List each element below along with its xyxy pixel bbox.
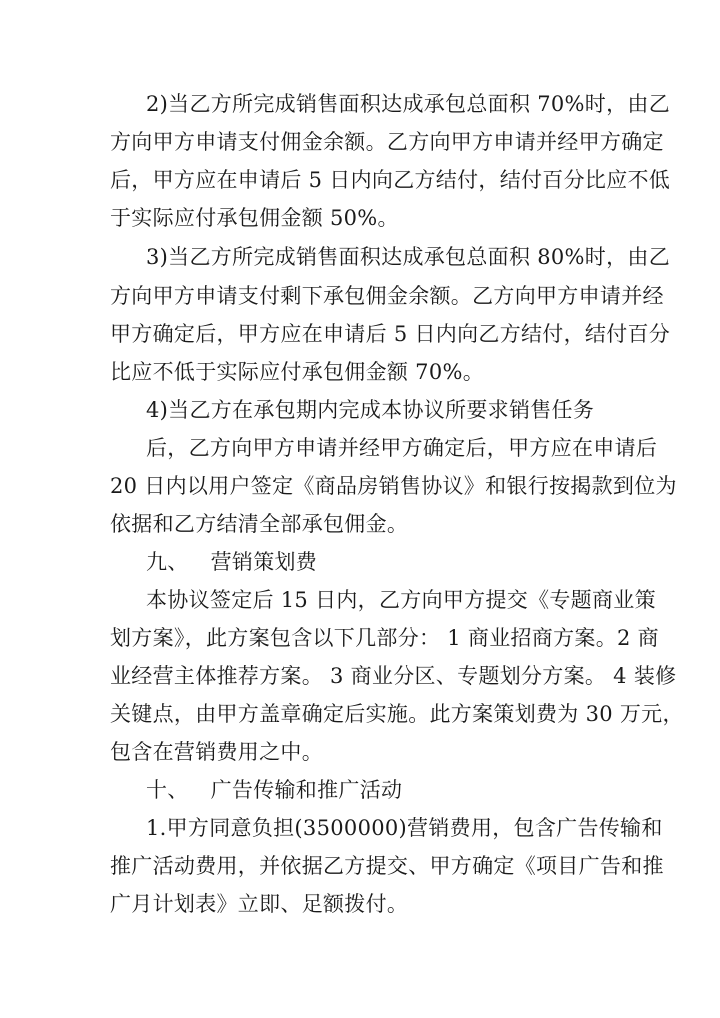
paragraph-line: 方向甲方申请支付剩下承包佣金余额。乙方向甲方申请并经 <box>110 284 664 308</box>
paragraph-line: 方向甲方申请支付佣金余额。乙方向甲方申请并经甲方确定 <box>110 130 664 154</box>
paragraph-line: 广月计划表》立即、足额拨付。 <box>110 892 409 916</box>
section-number: 十、 <box>146 778 189 802</box>
paragraph-line: 本协议签定后 15 日内，乙方向甲方提交《专题商业策 <box>146 588 656 612</box>
paragraph-line: 3)当乙方所完成销售面积达成承包总面积 80%时，由乙 <box>146 245 671 269</box>
paragraph-line: 后，甲方应在申请后 5 日内向乙方结付，结付百分比应不低 <box>110 168 671 192</box>
paragraph-line: 业经营主体推荐方案。 3 商业分区、专题划分方案。 4 装修 <box>110 664 677 688</box>
section-title: 广告传输和推广活动 <box>210 778 403 802</box>
paragraph-line: 依据和乙方结清全部承包佣金。 <box>110 512 409 536</box>
paragraph-line: 20 日内以用户签定《商品房销售协议》和银行按揭款到位为 <box>110 474 677 498</box>
paragraph-line: 2)当乙方所完成销售面积达成承包总面积 70%时，由乙 <box>146 92 671 116</box>
paragraph-line: 比应不低于实际应付承包佣金额 70%。 <box>110 360 485 384</box>
paragraph-line: 推广活动费用，并依据乙方提交、甲方确定《项目广告和推 <box>110 854 664 878</box>
section-heading-10 <box>146 778 402 802</box>
paragraph-line: 包含在营销费用之中。 <box>110 740 323 764</box>
paragraph-line: 于实际应付承包佣金额 50%。 <box>110 206 399 230</box>
paragraph-line: 后，乙方向甲方申请并经甲方确定后，甲方应在申请后 <box>146 436 658 460</box>
section-heading-9 <box>146 550 317 574</box>
paragraph-line: 甲方确定后，甲方应在申请后 5 日内向乙方结付，结付百分 <box>110 322 671 346</box>
paragraph-line: 划方案》，此方案包含以下几部分： 1 商业招商方案。2 商 <box>110 626 659 650</box>
section-number: 九、 <box>146 550 189 574</box>
paragraph-line: 关键点，由甲方盖章确定后实施。此方案策划费为 30 万元， <box>110 702 684 726</box>
paragraph-line: 4)当乙方在承包期内完成本协议所要求销售任务 <box>146 398 595 422</box>
section-title: 营销策划费 <box>210 550 318 574</box>
paragraph-line: 1.甲方同意负担(3500000)营销费用，包含广告传输和 <box>146 816 663 840</box>
